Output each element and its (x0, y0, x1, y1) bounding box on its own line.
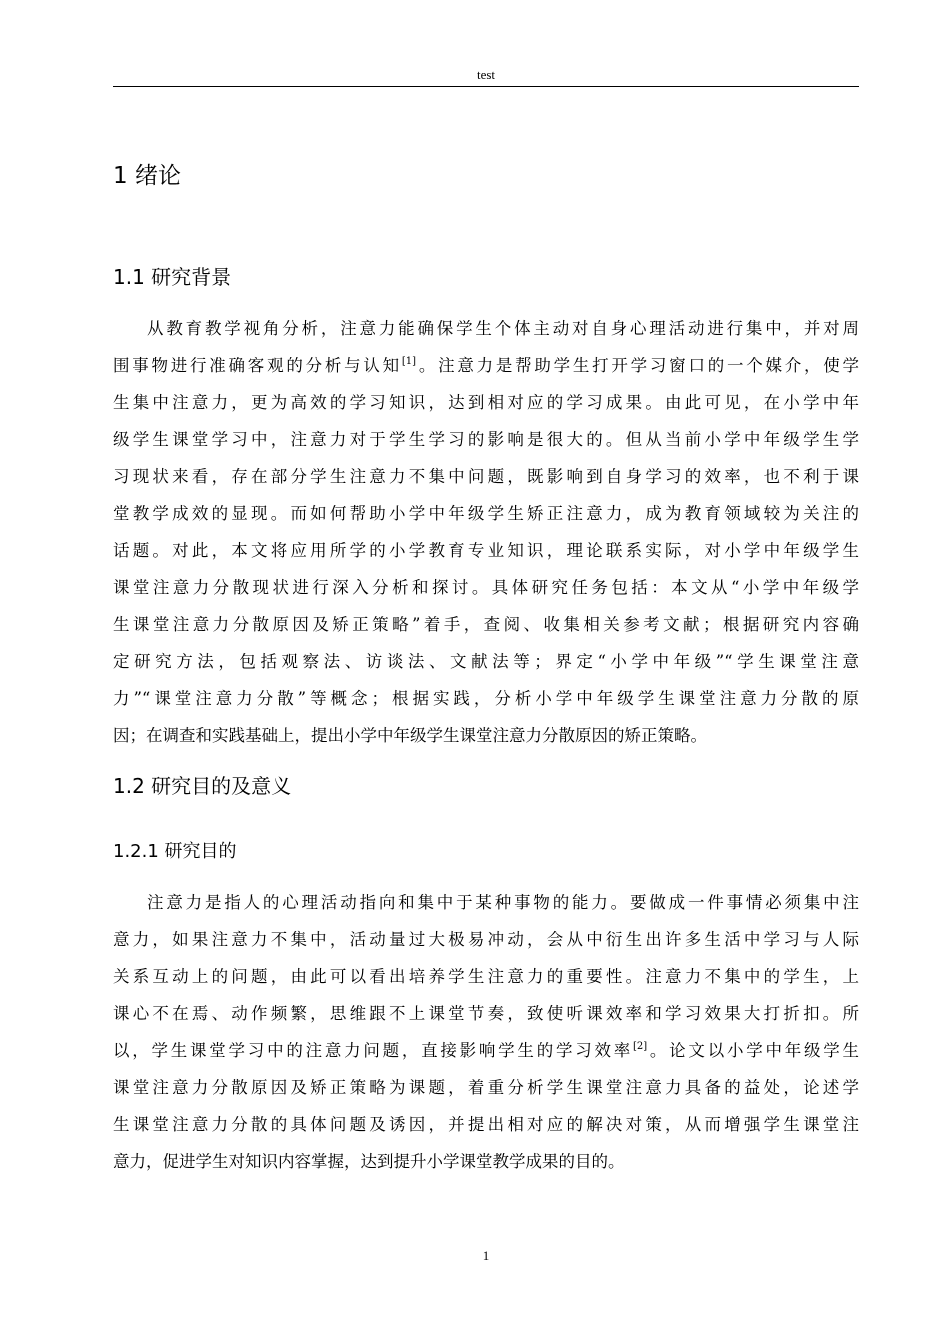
subsection-heading-1-2-1: 1.2.1 研究目的 (113, 841, 237, 862)
paragraph-line: 生集中注意力，更为高效的学习知识，达到相对应的学习成果。由此可见，在小学中年 (113, 393, 859, 412)
paragraph-line: 生课堂注意力分散的具体问题及诱因，并提出相对应的解决对策，从而增强学生课堂注 (113, 1115, 859, 1134)
header-rule (113, 86, 859, 87)
citation-2: [2] (632, 1041, 648, 1052)
citation-1: [1] (401, 356, 417, 367)
paragraph-line: 意力，如果注意力不集中，活动量过大极易冲动，会从中衍生出许多生活中学习与人际 (113, 930, 859, 949)
paragraph-line: 定研究方法，包括观察法、访谈法、文献法等；界定“小学中年级”“学生课堂注意 (113, 652, 859, 671)
paragraph-research-purpose (113, 884, 859, 1180)
text-fragment: 。注意力是帮助学生打开学习窗口的一个媒介，使学 (416, 356, 860, 375)
paragraph-line: 课堂注意力分散现状进行深入分析和探讨。具体研究任务包括：本文从“小学中年级学 (113, 578, 859, 597)
paragraph-line: 生课堂注意力分散原因及矫正策略”着手，查阅、收集相关参考文献；根据研究内容确 (113, 615, 859, 634)
paragraph-line: 力”“课堂注意力分散”等概念；根据实践，分析小学中年级学生课堂注意力分散的原 (113, 689, 859, 708)
paragraph-line (113, 1032, 859, 1069)
paragraph-line: 从教育教学视角分析，注意力能确保学生个体主动对自身心理活动进行集中，并对周 (147, 319, 859, 338)
paragraph-line: 关系互动上的问题，由此可以看出培养学生注意力的重要性。注意力不集中的学生，上 (113, 967, 859, 986)
paragraph-line: 课心不在焉、动作频繁，思维跟不上课堂节奏，致使听课效率和学习效果大打折扣。所 (113, 1004, 859, 1023)
paragraph-line: 堂教学成效的显现。而如何帮助小学中年级学生矫正注意力，成为教育领域较为关注的 (113, 504, 859, 523)
page-header: test (476, 67, 496, 82)
text-fragment: 围事物进行准确客观的分析与认知 (113, 356, 402, 375)
section-heading-1-2: 1.2 研究目的及意义 (113, 774, 292, 798)
paragraph-line: 习现状来看，存在部分学生注意力不集中问题，既影响到自身学习的效率，也不利于课 (113, 467, 859, 486)
text-fragment: 。论文以小学中年级学生 (647, 1041, 860, 1060)
paragraph-line: 话题。对此，本文将应用所学的小学教育专业知识，理论联系实际，对小学中年级学生 (113, 541, 859, 560)
paragraph-line (113, 347, 859, 384)
paragraph-line: 级学生课堂学习中，注意力对于学生学习的影响是很大的。但从当前小学中年级学生学 (113, 430, 859, 449)
section-heading-1-1: 1.1 研究背景 (113, 265, 232, 289)
paragraph-line: 意力，促进学生对知识内容掌握，达到提升小学课堂教学成果的目的。 (113, 1152, 625, 1171)
paragraph-research-background (113, 310, 859, 754)
text-fragment: 以，学生课堂学习中的注意力问题，直接影响学生的学习效率 (113, 1041, 633, 1060)
paragraph-line: 注意力是指人的心理活动指向和集中于某种事物的能力。要做成一件事情必须集中注 (147, 893, 859, 912)
paragraph-line: 课堂注意力分散原因及矫正策略为课题，着重分析学生课堂注意力具备的益处，论述学 (113, 1078, 859, 1097)
page-number: 1 (482, 1248, 490, 1263)
chapter-heading: 1 绪论 (113, 163, 181, 189)
paragraph-line: 因；在调查和实践基础上，提出小学中年级学生课堂注意力分散原因的矫正策略。 (113, 726, 707, 745)
